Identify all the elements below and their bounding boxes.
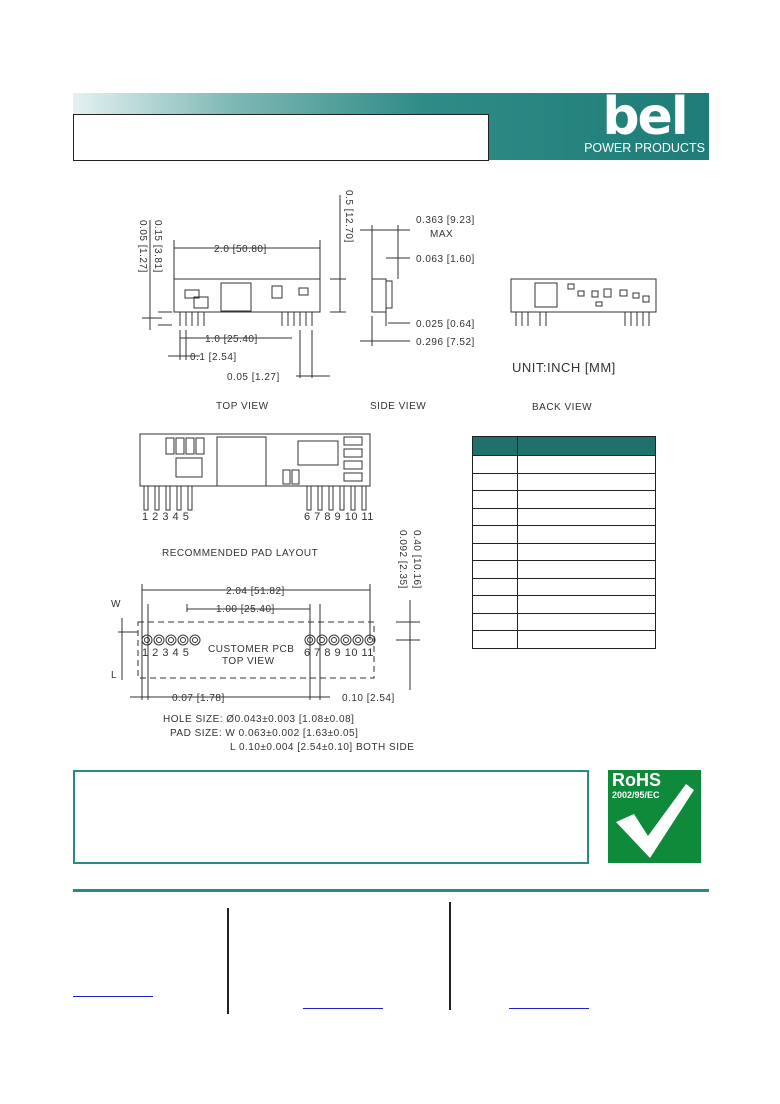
table-row <box>473 596 656 614</box>
pad-size-l-note: L 0.10±0.004 [2.54±0.10] BOTH SIDE <box>230 742 415 753</box>
pcb-label-2: TOP VIEW <box>222 656 275 667</box>
pin-numbers-right: 6 7 8 9 10 11 <box>304 511 374 523</box>
table-row <box>473 491 656 509</box>
dim-pin-span: 1.0 [25.40] <box>205 334 258 345</box>
dim-pin-height: 0.15 [3.81] <box>152 220 163 273</box>
dim-l: L <box>111 670 118 681</box>
footer-link-2[interactable] <box>303 1008 383 1009</box>
dim-total: 2.04 [51.82] <box>226 586 285 597</box>
dim-side-offset: 0.296 [7.52] <box>416 337 475 348</box>
footer-separator-1 <box>227 908 229 1014</box>
hole-size-note: HOLE SIZE: Ø0.043±0.003 [1.08±0.08] <box>163 714 355 725</box>
notes-box <box>73 770 589 864</box>
caption-side-view: SIDE VIEW <box>370 401 427 412</box>
pad-numbers-right: 6 7 8 9 10 11 <box>304 647 374 659</box>
unit-label: UNIT:INCH [MM] <box>512 360 616 375</box>
footer-divider <box>73 889 709 892</box>
footer-link-3[interactable] <box>509 1008 589 1009</box>
rohs-directive: 2002/95/EC <box>612 790 660 800</box>
top-view-pins <box>180 312 312 326</box>
logo-wordmark: bel <box>602 87 687 147</box>
table-row <box>473 631 656 649</box>
pin-numbers-left: 1 2 3 4 5 <box>142 511 190 523</box>
dim-pad-pitch: 0.10 [2.54] <box>342 693 395 704</box>
side-view-body <box>372 279 386 312</box>
back-view-pins <box>516 312 649 326</box>
table-row <box>473 508 656 526</box>
table-row <box>473 526 656 544</box>
dim-height: 0.5 [12.70] <box>343 190 354 243</box>
checkmark-icon <box>608 770 701 863</box>
dim-offset-a: 0.092 [2.35] <box>397 530 408 589</box>
dim-thickness-note: MAX <box>430 229 454 240</box>
pin-function-table <box>472 436 656 649</box>
rohs-title: RoHS <box>612 770 661 790</box>
logo-subtext: POWER PRODUCTS <box>584 141 705 155</box>
dim-pin-dia: 0.025 [0.64] <box>416 319 475 330</box>
table-row <box>473 543 656 561</box>
dim-w: W <box>111 599 121 610</box>
table-row <box>473 561 656 579</box>
dim-inner: 1.00 [25.40] <box>216 604 275 615</box>
dim-board: 0.063 [1.60] <box>416 254 475 265</box>
caption-top-view: TOP VIEW <box>216 401 269 412</box>
table-row <box>473 578 656 596</box>
dim-end-offset: 0.05 [1.27] <box>227 372 280 383</box>
pad-layout-title: RECOMMENDED PAD LAYOUT <box>162 548 319 559</box>
dim-thickness: 0.363 [9.23] <box>416 215 475 226</box>
footer-separator-2 <box>449 902 451 1010</box>
table-row <box>473 613 656 631</box>
top-view-board <box>174 279 320 312</box>
table-row <box>473 473 656 491</box>
pad-size-note: PAD SIZE: W 0.063±0.002 [1.63±0.05] <box>170 728 359 739</box>
front-view-pins <box>144 486 366 510</box>
dim-left-margin: 0.07 [1.78] <box>172 693 225 704</box>
pcb-label-1: CUSTOMER PCB <box>208 644 295 655</box>
footer-link-1[interactable] <box>73 996 153 997</box>
dim-pin-offset: 0.05 [1.27] <box>137 220 148 273</box>
rohs-logo <box>608 770 701 863</box>
caption-back-view: BACK VIEW <box>532 402 593 413</box>
pad-numbers-left: 1 2 3 4 5 <box>142 647 190 659</box>
table-row <box>473 456 656 474</box>
dim-pitch: 0.1 [2.54] <box>190 352 237 363</box>
dim-length: 2.0 [50.80] <box>214 244 267 255</box>
pin-table-header <box>473 437 656 456</box>
dim-offset-b: 0.40 [10.16] <box>411 530 422 589</box>
